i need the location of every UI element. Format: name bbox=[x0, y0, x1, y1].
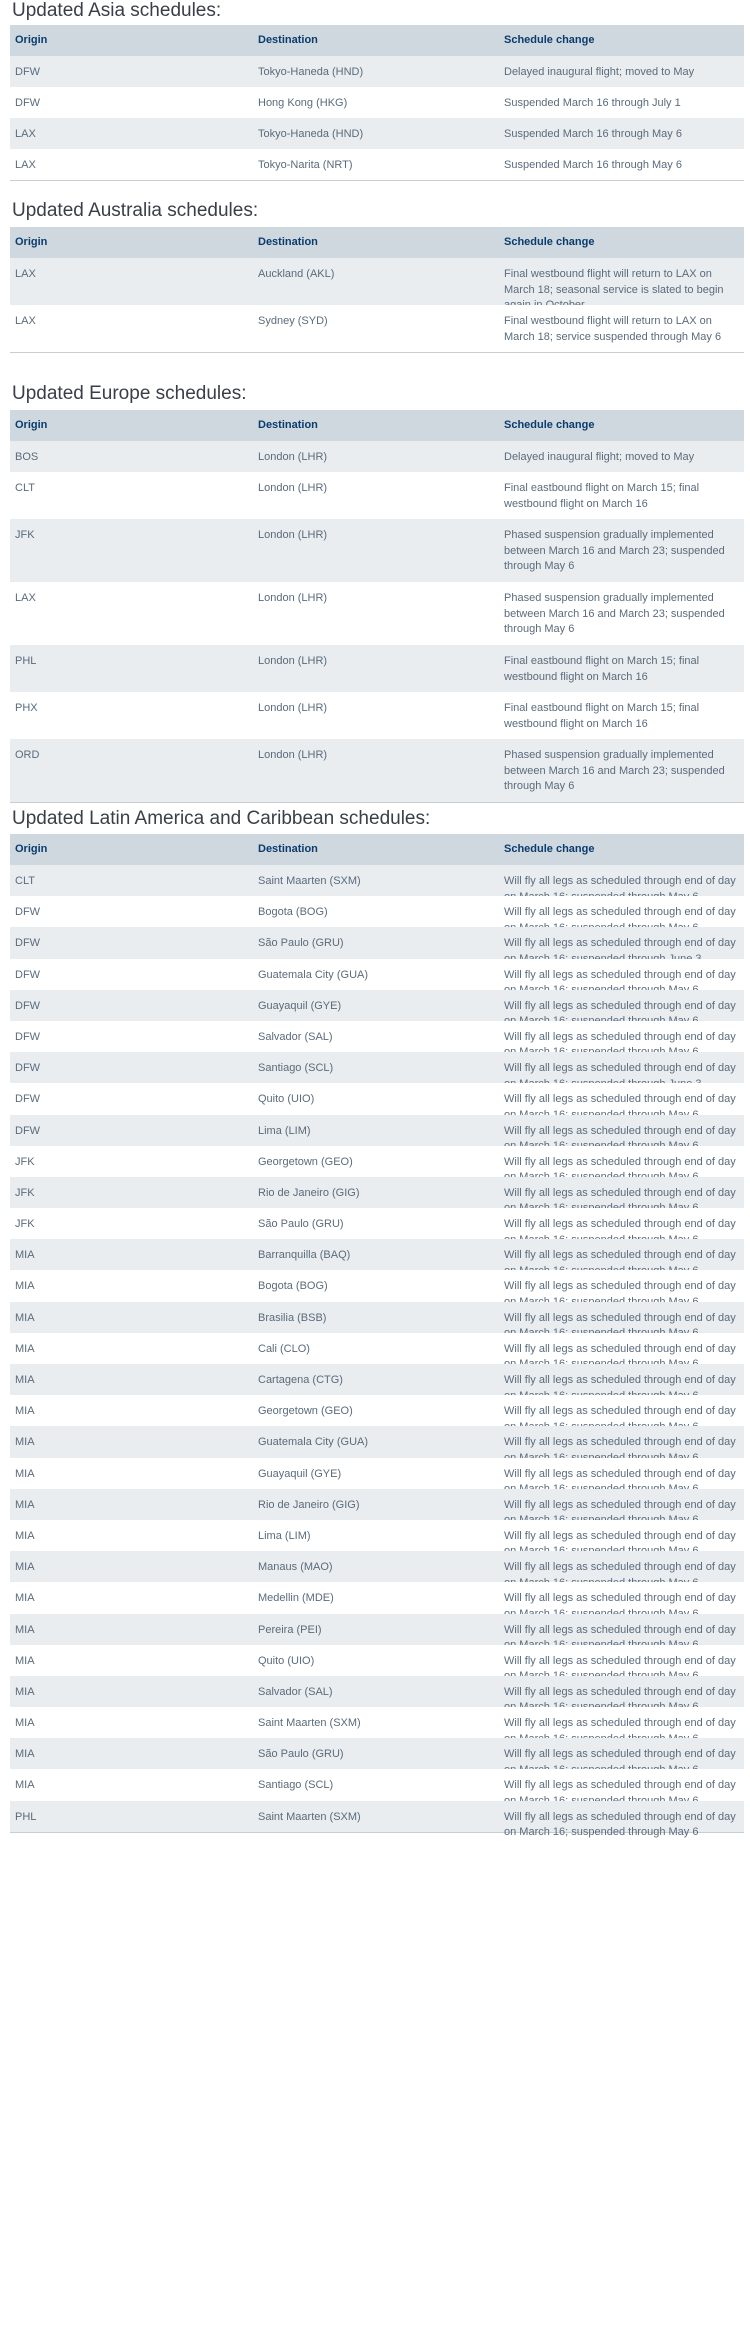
schedule-change-cell: Will fly all legs as scheduled through end of day bbox=[504, 1030, 736, 1043]
origin-cell: DFW bbox=[15, 66, 41, 78]
destination-cell: Georgetown (GEO) bbox=[258, 1405, 353, 1418]
schedule-change-cell: Will fly all legs as scheduled through end of day bbox=[504, 1186, 736, 1199]
origin-cell: MIA bbox=[15, 1498, 35, 1511]
origin-cell: MIA bbox=[15, 1436, 35, 1449]
schedule-change-cell: Will fly all legs as scheduled through end of day bbox=[504, 1436, 736, 1449]
table-row bbox=[10, 1520, 744, 1551]
destination-cell: Hong Kong (HKG) bbox=[258, 97, 348, 109]
schedule-change-cell: Will fly all legs as scheduled through end of day bbox=[504, 968, 736, 981]
table-row bbox=[10, 1270, 744, 1301]
origin-cell: JFK bbox=[15, 1155, 35, 1168]
destination-cell: Santiago (SCL) bbox=[258, 1062, 334, 1075]
destination-cell: Guatemala City (GUA) bbox=[258, 968, 369, 981]
table-row bbox=[10, 1707, 744, 1738]
origin-cell: MIA bbox=[15, 1685, 35, 1698]
destination-cell: Guayaquil (GYE) bbox=[258, 999, 342, 1012]
origin-cell: DFW bbox=[15, 968, 41, 981]
destination-cell: Guayaquil (GYE) bbox=[258, 1467, 342, 1480]
schedule-change-cell: Final eastbound flight on March 15; final westbound flight on March 16 bbox=[504, 655, 700, 683]
destination-cell: Rio de Janeiro (GIG) bbox=[258, 1498, 360, 1511]
origin-cell: ORD bbox=[15, 749, 40, 761]
schedule-change-cell: Will fly all legs as scheduled through end of day bbox=[504, 1342, 736, 1355]
schedule-table bbox=[10, 834, 744, 1839]
schedule-change-cell: Will fly all legs as scheduled through end of day bbox=[504, 937, 736, 950]
origin-cell: DFW bbox=[15, 1030, 41, 1043]
schedule-change-cell: Will fly all legs as scheduled through end of day bbox=[504, 1592, 736, 1605]
origin-cell: MIA bbox=[15, 1592, 35, 1605]
destination-cell: London (LHR) bbox=[258, 702, 328, 714]
origin-cell: PHX bbox=[15, 702, 38, 714]
table-row bbox=[10, 927, 744, 958]
destination-cell: Brasilia (BSB) bbox=[258, 1311, 327, 1324]
table-row bbox=[10, 1645, 744, 1676]
table-row bbox=[10, 1458, 744, 1489]
table-row bbox=[10, 959, 744, 990]
origin-cell: MIA bbox=[15, 1779, 35, 1792]
schedule-change-cell: Will fly all legs as scheduled through end of day bbox=[504, 1529, 736, 1542]
header-destination: Destination bbox=[258, 843, 318, 855]
schedule-change-cell: Will fly all legs as scheduled through end of day bbox=[504, 1218, 736, 1231]
header-origin: Origin bbox=[15, 843, 48, 855]
schedule-change-cell: Will fly all legs as scheduled through end of day bbox=[504, 906, 736, 919]
destination-cell: São Paulo (GRU) bbox=[258, 1748, 344, 1761]
header-destination: Destination bbox=[258, 419, 318, 431]
destination-cell: Saint Maarten (SXM) bbox=[258, 1810, 361, 1823]
destination-cell: Cartagena (CTG) bbox=[258, 1374, 343, 1386]
origin-cell: MIA bbox=[15, 1748, 35, 1761]
header-schedule-change: Schedule change bbox=[504, 843, 595, 855]
table-row bbox=[10, 1489, 744, 1520]
destination-cell: Manaus (MAO) bbox=[258, 1561, 333, 1574]
table-row bbox=[10, 1801, 744, 1839]
header-origin: Origin bbox=[15, 419, 48, 431]
destination-cell: Quito (UIO) bbox=[258, 1654, 315, 1667]
destination-cell: London (LHR) bbox=[258, 451, 328, 463]
table-header bbox=[10, 25, 744, 56]
schedule-change-cell: Phased suspension gradually implemented between March 16 and March 23; suspended through May 6 bbox=[504, 749, 725, 792]
destination-cell: London (LHR) bbox=[258, 482, 328, 494]
schedule-change-cell: Will fly all legs as scheduled through end of day bbox=[504, 999, 736, 1012]
table-row bbox=[10, 1146, 744, 1177]
destination-cell: Saint Maarten (SXM) bbox=[258, 1717, 361, 1730]
origin-cell: MIA bbox=[15, 1623, 35, 1636]
origin-cell: MIA bbox=[15, 1249, 35, 1262]
origin-cell: MIA bbox=[15, 1654, 35, 1667]
destination-cell: London (LHR) bbox=[258, 592, 328, 604]
schedule-change-cell: Will fly all legs as scheduled through end of day bbox=[504, 1467, 736, 1480]
table-row bbox=[10, 1302, 744, 1333]
schedule-change-cell: Phased suspension gradually implemented between March 16 and March 23; suspended through May 6 bbox=[504, 592, 725, 635]
header-schedule-change: Schedule change bbox=[504, 419, 595, 431]
schedule-change-cell: Will fly all legs as scheduled through end of day bbox=[504, 1498, 736, 1511]
table-row bbox=[10, 1333, 744, 1364]
table-row bbox=[10, 990, 744, 1021]
destination-cell: Lima (LIM) bbox=[258, 1529, 311, 1542]
schedule-change-cell: Will fly all legs as scheduled through end of day on March 16; suspended through May 6 bbox=[504, 1810, 736, 1839]
destination-cell: São Paulo (GRU) bbox=[258, 1218, 344, 1231]
table-row bbox=[10, 1614, 744, 1645]
origin-cell: DFW bbox=[15, 937, 41, 950]
origin-cell: BOS bbox=[15, 451, 39, 463]
table-row bbox=[10, 1052, 744, 1083]
section-title: Updated Australia schedules: bbox=[12, 200, 259, 221]
schedule-change-cell: Delayed inaugural flight; moved to May bbox=[504, 66, 695, 78]
origin-cell: DFW bbox=[15, 906, 41, 919]
origin-cell: LAX bbox=[15, 268, 36, 280]
section-title: Updated Asia schedules: bbox=[12, 0, 222, 21]
schedule-change-cell: Will fly all legs as scheduled through end of day bbox=[504, 1561, 736, 1574]
origin-cell: DFW bbox=[15, 1062, 41, 1075]
destination-cell: Salvador (SAL) bbox=[258, 1030, 333, 1043]
origin-cell: DFW bbox=[15, 1093, 41, 1106]
schedule-change-cell: Will fly all legs as scheduled through end of day bbox=[504, 1280, 736, 1293]
schedule-change-cell: Will fly all legs as scheduled through end of day bbox=[504, 1124, 736, 1137]
origin-cell: LAX bbox=[15, 315, 36, 327]
destination-cell: Georgetown (GEO) bbox=[258, 1155, 353, 1168]
schedule-change-cell: Will fly all legs as scheduled through end of day bbox=[504, 1249, 736, 1262]
schedule-change-cell: Will fly all legs as scheduled through end of day bbox=[504, 1093, 736, 1106]
table-row bbox=[10, 582, 744, 645]
origin-cell: MIA bbox=[15, 1342, 35, 1355]
header-destination: Destination bbox=[258, 34, 318, 46]
destination-cell: London (LHR) bbox=[258, 749, 328, 761]
table-row bbox=[10, 56, 744, 87]
origin-cell: MIA bbox=[15, 1311, 35, 1324]
schedule-change-cell: Will fly all legs as scheduled through end of day bbox=[504, 1405, 736, 1418]
origin-cell: MIA bbox=[15, 1561, 35, 1574]
origin-cell: LAX bbox=[15, 592, 36, 604]
origin-cell: DFW bbox=[15, 999, 41, 1012]
origin-cell: PHL bbox=[15, 1810, 37, 1823]
origin-cell: MIA bbox=[15, 1529, 35, 1542]
schedule-change-cell: Will fly all legs as scheduled through end of day bbox=[504, 875, 736, 887]
schedule-change-cell: Will fly all legs as scheduled through end of day bbox=[504, 1654, 736, 1667]
destination-cell: Bogota (BOG) bbox=[258, 1280, 328, 1293]
schedule-change-cell: Will fly all legs as scheduled through end of day bbox=[504, 1779, 736, 1792]
schedule-change-cell: Delayed inaugural flight; moved to May bbox=[504, 451, 695, 463]
origin-cell: PHL bbox=[15, 655, 37, 667]
schedule-change-cell: Will fly all legs as scheduled through end of day bbox=[504, 1311, 736, 1324]
table-row bbox=[10, 645, 744, 692]
schedule-change-cell: Final eastbound flight on March 15; final westbound flight on March 16 bbox=[504, 482, 700, 510]
table-row bbox=[10, 1395, 744, 1426]
table-row bbox=[10, 692, 744, 739]
destination-cell: Cali (CLO) bbox=[258, 1342, 310, 1355]
schedule-change-cell: Will fly all legs as scheduled through end of day bbox=[504, 1748, 736, 1761]
destination-cell: Pereira (PEI) bbox=[258, 1623, 322, 1636]
table-header bbox=[10, 227, 744, 258]
table-row bbox=[10, 896, 744, 927]
table-row bbox=[10, 1582, 744, 1613]
schedule-table bbox=[10, 410, 744, 803]
header-origin: Origin bbox=[15, 236, 48, 248]
table-row bbox=[10, 1083, 744, 1114]
table-row bbox=[10, 1426, 744, 1457]
schedule-change-cell: Will fly all legs as scheduled through end of day bbox=[504, 1717, 736, 1730]
header-schedule-change: Schedule change bbox=[504, 34, 595, 46]
schedule-change-cell: Will fly all legs as scheduled through end of day bbox=[504, 1623, 736, 1636]
table-row bbox=[10, 1208, 744, 1239]
origin-cell: DFW bbox=[15, 97, 41, 109]
destination-cell: Medellin (MDE) bbox=[258, 1592, 334, 1605]
destination-cell: Guatemala City (GUA) bbox=[258, 1436, 369, 1449]
table-row bbox=[10, 1738, 744, 1769]
destination-cell: London (LHR) bbox=[258, 529, 328, 541]
table-row bbox=[10, 519, 744, 582]
origin-cell: LAX bbox=[15, 128, 36, 140]
schedule-change-cell: Final eastbound flight on March 15; final westbound flight on March 16 bbox=[504, 702, 700, 730]
origin-cell: MIA bbox=[15, 1467, 35, 1480]
origin-cell: LAX bbox=[15, 159, 36, 171]
schedule-change-cell: Suspended March 16 through May 6 bbox=[504, 159, 682, 171]
origin-cell: CLT bbox=[15, 482, 35, 494]
header-destination: Destination bbox=[258, 236, 318, 248]
schedule-change-cell: Final westbound flight will return to LAX on March 18; seasonal service is slated to begin bbox=[504, 268, 724, 296]
destination-cell: Bogota (BOG) bbox=[258, 906, 328, 919]
table-row bbox=[10, 1021, 744, 1052]
table-row bbox=[10, 739, 744, 802]
destination-cell: São Paulo (GRU) bbox=[258, 937, 344, 950]
schedule-change-cell: Will fly all legs as scheduled through end of day bbox=[504, 1062, 736, 1075]
table-row bbox=[10, 87, 744, 118]
table-row bbox=[10, 1177, 744, 1208]
table-row bbox=[10, 1115, 744, 1146]
destination-cell: Barranquilla (BAQ) bbox=[258, 1249, 351, 1262]
table-row bbox=[10, 1769, 744, 1800]
origin-cell: CLT bbox=[15, 875, 35, 887]
schedule-table bbox=[10, 227, 744, 353]
table-row bbox=[10, 1676, 744, 1707]
destination-cell: Tokyo-Haneda (HND) bbox=[258, 128, 364, 140]
table-row bbox=[10, 149, 744, 180]
table-row bbox=[10, 1364, 744, 1395]
section-title: Updated Latin America and Caribbean schedules: bbox=[12, 808, 431, 829]
schedule-change-cell: Suspended March 16 through May 6 bbox=[504, 128, 682, 140]
destination-cell: Sydney (SYD) bbox=[258, 315, 328, 327]
table-row bbox=[10, 258, 744, 305]
section-title: Updated Europe schedules: bbox=[12, 383, 247, 404]
table-row bbox=[10, 305, 744, 352]
table-header bbox=[10, 410, 744, 441]
table-row bbox=[10, 441, 744, 472]
table-header bbox=[10, 834, 744, 865]
table-row bbox=[10, 1551, 744, 1582]
origin-cell: JFK bbox=[15, 1186, 35, 1199]
schedule-change-cell: Will fly all legs as scheduled through end of day bbox=[504, 1685, 736, 1698]
table-row bbox=[10, 472, 744, 519]
destination-cell: Rio de Janeiro (GIG) bbox=[258, 1186, 360, 1199]
origin-cell: MIA bbox=[15, 1374, 35, 1386]
header-schedule-change: Schedule change bbox=[504, 236, 595, 248]
schedule-change-cell: Suspended March 16 through July 1 bbox=[504, 97, 681, 109]
destination-cell: Saint Maarten (SXM) bbox=[258, 875, 361, 887]
origin-cell: DFW bbox=[15, 1124, 41, 1137]
schedule-change-cell: Will fly all legs as scheduled through end of day bbox=[504, 1155, 736, 1168]
origin-cell: MIA bbox=[15, 1280, 35, 1293]
destination-cell: Tokyo-Haneda (HND) bbox=[258, 66, 364, 78]
destination-cell: Quito (UIO) bbox=[258, 1093, 315, 1106]
origin-cell: MIA bbox=[15, 1717, 35, 1730]
table-row bbox=[10, 1239, 744, 1270]
origin-cell: MIA bbox=[15, 1405, 35, 1418]
destination-cell: London (LHR) bbox=[258, 655, 328, 667]
origin-cell: JFK bbox=[15, 529, 35, 541]
schedule-change-cell: Phased suspension gradually implemented between March 16 and March 23; suspended through May 6 bbox=[504, 529, 725, 572]
destination-cell: Santiago (SCL) bbox=[258, 1779, 334, 1792]
schedule-change-cell: Final westbound flight will return to LAX on March 18; service suspended through May 6 bbox=[504, 315, 722, 343]
header-origin: Origin bbox=[15, 34, 48, 46]
destination-cell: Lima (LIM) bbox=[258, 1124, 311, 1137]
table-row bbox=[10, 118, 744, 149]
origin-cell: JFK bbox=[15, 1218, 35, 1231]
table-row bbox=[10, 865, 744, 896]
destination-cell: Salvador (SAL) bbox=[258, 1685, 333, 1698]
destination-cell: Tokyo-Narita (NRT) bbox=[258, 159, 353, 171]
schedule-change-cell: Will fly all legs as scheduled through end of day bbox=[504, 1374, 736, 1386]
destination-cell: Auckland (AKL) bbox=[258, 268, 335, 280]
schedule-table bbox=[10, 25, 744, 181]
